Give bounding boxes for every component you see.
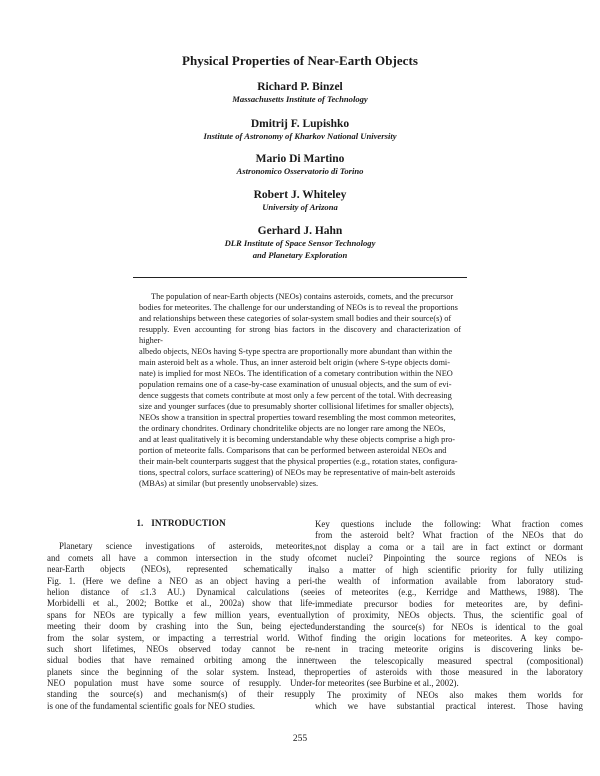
abstract bbox=[139, 291, 461, 489]
body-line: sidual bodies that have remained orbiting among the inner bbox=[47, 655, 315, 666]
abstract-line: The population of near-Earth objects (NEOs) contains asteroids, comets, and the precursor bbox=[151, 292, 454, 301]
abstract-line: dence suggests that comets contribute at most only a few percent of the total. With decreasing bbox=[139, 391, 452, 400]
body-line: Key questions include the following: What fraction comes bbox=[315, 519, 583, 529]
section-title: INTRODUCTION bbox=[151, 519, 226, 529]
body-line: for meteorites (see Burbine et al., 2002). bbox=[315, 678, 459, 689]
author-affiliation: and Planetary Exploration bbox=[252, 249, 348, 260]
body-line: and comets all have a common intersection in the study of bbox=[47, 552, 315, 563]
right-column bbox=[315, 519, 583, 713]
body-line: Morbidelli et al., 2002; Bottke et al., 2002a) show that life- bbox=[47, 598, 315, 609]
abstract-line: size and younger surfaces (due to presumably shorter collisional lifetimes for smaller objects), bbox=[139, 402, 454, 411]
abstract-line: and at least qualitatively it is becoming understandable why these objects comprise a high pro- bbox=[139, 435, 456, 444]
author-name: Gerhard J. Hahn bbox=[257, 225, 343, 237]
body-line: properties of asteroids with those measured in the laboratory bbox=[315, 667, 583, 678]
body-line: planets since the beginning of the solar system. Instead, the bbox=[47, 666, 315, 677]
body-line: meeting their doom by crashing into the Sun, being ejected bbox=[47, 621, 315, 632]
abstract-line: their main-belt counterparts suggest that the physical properties (e.g., rotation states, configura- bbox=[139, 457, 458, 466]
author-block bbox=[0, 188, 600, 214]
body-line: tion of proximity, NEOs objects. Thus, the scientific goal of bbox=[315, 610, 583, 621]
body-line: is one of the fundamental scientific goals for NEO studies. bbox=[47, 700, 256, 711]
author-block bbox=[0, 224, 600, 261]
body-line: immediate precursor bodies for meteorites are, by defini- bbox=[315, 598, 583, 609]
body-line: also a matter of high scientific priority for fully utilizing bbox=[315, 564, 583, 575]
body-line: comet nuclei? Pinpointing the source regions of NEOs is bbox=[315, 553, 583, 564]
abstract-line: main asteroid belt as a whole. Thus, an inner asteroid belt origin (where S-type objects domi- bbox=[139, 358, 451, 367]
author-affiliation: DLR Institute of Space Sensor Technology bbox=[224, 238, 376, 248]
abstract-line: portion of meteorite falls. Comparisons that can be performed between asteroidal NEOs and bbox=[139, 446, 447, 455]
body-line: the wealth of information available from laboratory stud- bbox=[315, 575, 583, 586]
body-line: from the solar system, or impacting a terrestrial world. With bbox=[47, 632, 315, 643]
abstract-line: (MBAs) at similar (but presently unobservable) sizes. bbox=[139, 479, 319, 488]
author-name: Dmitrij F. Lupishko bbox=[250, 118, 350, 130]
body-line: not display a coma or a tail are in fact extinct or dormant bbox=[315, 541, 583, 552]
author-block bbox=[0, 117, 600, 143]
author-affiliation: Astronomico Osservatorio di Torino bbox=[236, 166, 364, 176]
body-line: tween the telescopically measured spectral (compositional) bbox=[315, 655, 583, 666]
author-name: Mario Di Martino bbox=[255, 153, 345, 165]
body-line: standing the source(s) and mechanism(s) of their resupply bbox=[47, 689, 315, 700]
abstract-line: nate) is implied for most NEOs. The identification of a cometary contribution within the NEO bbox=[139, 369, 453, 378]
body-line: The proximity of NEOs also makes them worlds for bbox=[327, 689, 583, 700]
body-line: helion distance of ≤1.3 AU.) Dynamical calculations (see bbox=[47, 586, 315, 597]
author-block bbox=[0, 80, 600, 106]
abstract-line: resupply. Even accounting for strong bias factors in the discovery and characterization of higher- bbox=[139, 325, 461, 345]
abstract-line: bodies for meteorites. The challenge for our understanding of NEOs is to reveal the proportions bbox=[139, 303, 458, 312]
author-block bbox=[0, 152, 600, 178]
author-affiliation: Massachusetts Institute of Technology bbox=[232, 94, 368, 104]
body-line: nent in tracing meteorite origins is discovering links be- bbox=[315, 644, 583, 655]
abstract-line: NEOs show a transition in spectral properties toward resembling the most common meteorites, bbox=[139, 413, 456, 422]
abstract-line: the ordinary chondrites. Ordinary chondritelike objects are no longer rare among the NEOs, bbox=[139, 424, 446, 433]
abstract-line: population remains one of a case-by-case examination of unusual objects, and the sum of evi- bbox=[139, 380, 452, 389]
body-line: of finding the origin locations for meteorites. A key compo- bbox=[315, 632, 583, 643]
body-line: from the asteroid belt? What fraction of the NEOs that do bbox=[315, 530, 583, 541]
body-line: such short lifetimes, NEOs observed today cannot be re- bbox=[47, 643, 315, 654]
abstract-line: tions, spectral colors, surface scattering) of NEOs may be representative of main-belt asteroids bbox=[139, 468, 456, 477]
author-name: Richard P. Binzel bbox=[257, 81, 343, 93]
abstract-divider bbox=[133, 277, 467, 278]
left-column bbox=[47, 519, 315, 712]
body-line: near-Earth objects (NEOs), represented schematically in bbox=[47, 564, 315, 575]
author-affiliation: Institute of Astronomy of Kharkov National University bbox=[203, 131, 397, 141]
author-affiliation: University of Arizona bbox=[262, 202, 338, 212]
page-number: 255 bbox=[292, 734, 308, 744]
abstract-line: and relationships between these categories of solar-system small bodies and their source(s) of bbox=[139, 314, 452, 323]
body-line: Fig. 1. (Here we define a NEO as an object having a peri- bbox=[47, 575, 315, 586]
body-line: spans for NEOs are typically a few million years, eventually bbox=[47, 609, 315, 620]
section-number: 1. bbox=[136, 519, 144, 529]
body-line: which we have substantial practical interest. Those having bbox=[315, 701, 583, 712]
section-heading bbox=[47, 519, 315, 530]
body-line: ies of meteorites (e.g., Kerridge and Matthews, 1988). The bbox=[315, 587, 583, 598]
body-line: understanding the source(s) for NEOs is identical to the goal bbox=[315, 621, 583, 632]
author-name: Robert J. Whiteley bbox=[253, 189, 347, 201]
body-line: NEO population must have some source of resupply. Under- bbox=[47, 678, 315, 689]
body-line: Planetary science investigations of asteroids, meteorites, bbox=[59, 541, 315, 552]
abstract-line: albedo objects, NEOs having S-type spectra are proportionally more abundant than within the bbox=[139, 347, 453, 356]
paper-title: Physical Properties of Near-Earth Objects bbox=[182, 53, 418, 68]
